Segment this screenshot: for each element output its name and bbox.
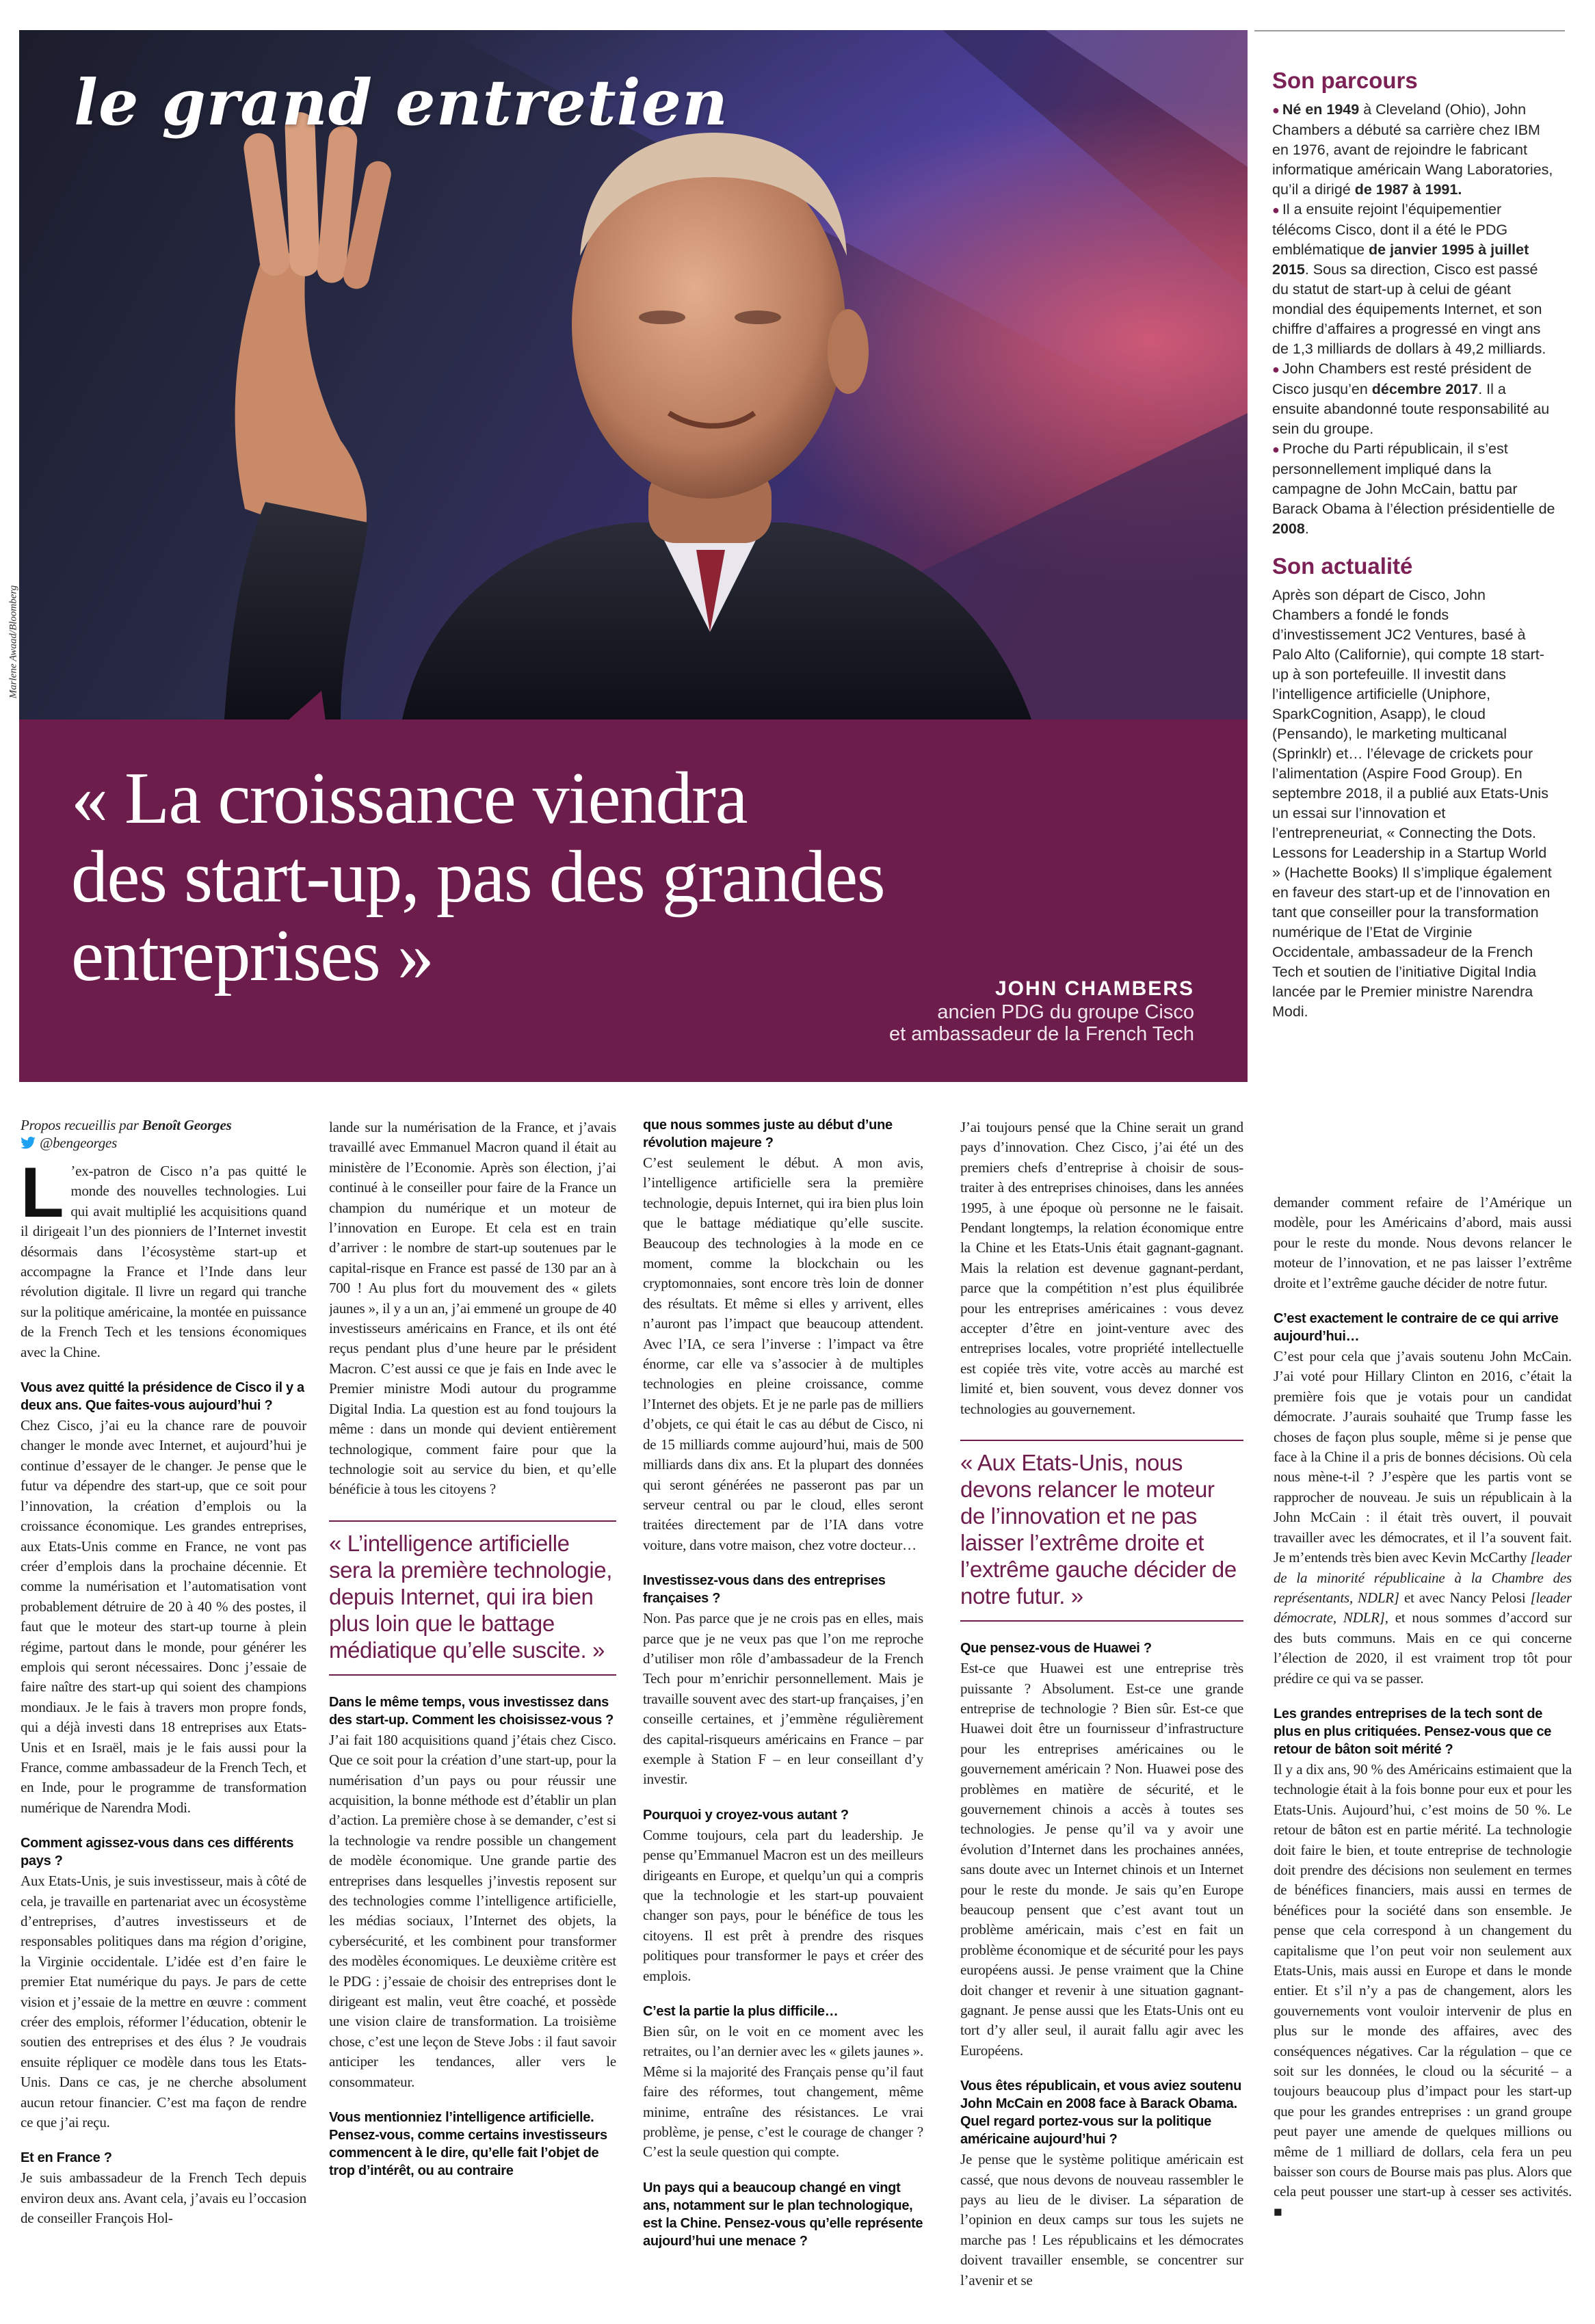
interview-question: C’est exactement le contraire de ce qui arrive aujourd’hui… [1274, 1311, 1559, 1345]
interview-question: Vous avez quitté la présidence de Cisco il y a deux ans. Que faites-vous aujourd’hui ? [21, 1380, 304, 1414]
interview-answer: C’est pour cela que j’avais soutenu John McCain. J’ai voté pour Hillary Clinton en 2016, c’était la première fois que je votais pour un candidat démocrate. J’aurais souhaité que Trump fasse les choses de façon plus souple, même si je pense que face à la Chine il a pris de bonnes décisions. Où cela nous mène-t-il ? J’espère que les partis vont se rapprocher de nouveau. Je suis un républicain à la John McCain : il était très ouvert, il pouvait travailler avec les démocrates, et il l’a souvent fait. Je m’entends très bien avec Kevin McCarthy [leader de la minorité républicaine à la Chambre des représentants, NDLR] et avec Nancy Pelosi [leader démocrate, NDLR], et nous sommes d’accord sur des buts communs. Mais en ce qui concerne l’élection de 2020, il est vraiment trop tôt pour prédire ce qui va se passer. [1274, 1348, 1572, 1687]
bullet-dot-icon: ● [1272, 203, 1280, 217]
interview-question: Comment agissez-vous dans ces différents pays ? [21, 1836, 294, 1869]
twitter-handle-row[interactable] [21, 1134, 306, 1152]
interview-answer: Chez Cisco, j’ai eu la chance rare de pouvoir changer le monde avec Internet, et aujourd’hui je continue d’essayer de le changer. Je pense que le futur va dépendre des start-up, que ce soit pour l’innovation, la création d’emplois ou la croissance économique. Les grandes entreprises, aux Etats-Unis comme en France, ne vont pas créer d’emplois dans la prochaine décennie. Et comme la numérisation et l’automatisation vont probablement détruire de 20 à 40 % des postes, il faut que le moteur des start-up tourne à plein régime, partout dans le monde, pour générer les emplois qui seront nécessaires. Donc j’essaie de faire naître des start-up qui soient des champions mondiaux. Je le fais à travers mon propre fonds, qui a déjà investi dans 18 entreprises aux Etats-Unis et en Israël, mais je le fais aussi pour la France, comme ambassadeur de la French Tech, et en Inde, pour le programme de transformation numérique de Narendra Modi. [21, 1417, 306, 1816]
interview-answer: Bien sûr, on le voit en ce moment avec les retraites, ou l’an dernier avec les « gilets jaunes ». Même si la majorité des Français pense qu’il faut faire des réformes, tout changement, même minime, entraîne des résistances. Le vrai problème, je pense, c’est le courage de changer ? C’est la seule question qui compte. [643, 2023, 923, 2161]
interview-question: Que pensez-vous de Huawei ? [960, 1641, 1152, 1656]
interview-answer: Est-ce que Huawei est une entreprise très puissante ? Absolument. Est-ce une grande entreprise de technologie ? Bien sûr. Est-ce que Huawei doit être un fournisseur d’infrastructure pour les entreprises américaines ou le gouvernement américain ? Non. Huawei pose des problèmes en matière de sécurité, et le gouvernement chinois a accès à toutes ses technologies. Je pense qu’il va y avoir une évolution d’Internet dans les prochaines années, sans doute avec un Internet chinois et un Internet pour le reste du monde. Je sais qu’en Europe beaucoup pensent que c’est avant tout un problème américain, mais c’est en fait un problème économique et de sécurité pour les pays européens aussi. Je pense vraiment que la Chine doit changer et revenir à une situation gagnant-gagnant. Je pense aussi que les Etats-Unis ont eu tort d’y aller seul, il aurait fallu agir avec les Européens. [960, 1660, 1243, 2059]
speaker-role-line: et ambassadeur de la French Tech [888, 1023, 1194, 1045]
speaker-block [889, 977, 1194, 1045]
interview-question: Dans le même temps, vous investissez dans des start-up. Comment les choisissez-vous ? [329, 1694, 614, 1728]
interview-question: Pourquoi y croyez-vous autant ? [643, 1807, 849, 1823]
hero-photo [19, 30, 1248, 719]
sidebar-heading-parcours: Son parcours [1272, 68, 1418, 93]
interview-answer: J’ai toujours pensé que la Chine serait un grand pays d’innovation. Chez Cisco, j’ai été un des premiers chefs d’entreprise à choisir de sous-traiter à des entreprises chinoises, dans les années 1995, à une époque où personne ne le faisait. Pendant longtemps, la relation économique entre la Chine et les Etats-Unis était gagnant-gagnant. Mais la relation est devenue gagnant-perdant, parce que la compétition n’est plus équilibrée pour les entreprises américaines : vous devez accepter d’être en joint-venture avec des entreprises locales, votre propriété intellectuelle est copiée très vite, votre accès au marché est limité et, bien souvent, vous devez donner vos technologies au gouvernement. [960, 1119, 1243, 1417]
article-column-3 [643, 1116, 923, 2317]
photo-credit: Marlene Awaad/Bloomberg [8, 585, 19, 699]
headline-banner [19, 719, 1248, 1082]
bullet-dot-icon: ● [1272, 103, 1280, 117]
interview-question: Et en France ? [21, 2150, 112, 2166]
article-column-5 [1274, 1191, 1572, 2317]
interview-answer: J’ai fait 180 acquisitions quand j’étais chez Cisco. Que ce soit pour la création d’une start-up, pour la numérisation d’un pays ou pour réussir une acquisition, la bonne méthode est d’établir un plan d’action. La première chose à se demander, c’est si la technologie va rendre possible un changement de modèle économique. Une grande partie des entreprises dans lesquelles j’investis reposent sur des technologies comme l’intelligence artificielle, les médias sociaux, l’Internet des objets, la cybersécurité, et les combinent pour transformer des modèles économiques. Le deuxième critère est le PDG : j’essaie de choisir des entreprises dont le dirigeant est malin, veut être coaché, et possède une vision claire de transformation. La troisième chose, c’est une leçon de Steve Jobs : il faut savoir anticiper les tendances, aller vers le consommateur. [329, 1731, 616, 2090]
pull-quote: « L’intelligence artificielle sera la première technologie, depuis Internet, qui ira bien plus loin que le battage médiatique qu’elle suscite. » [329, 1520, 616, 1676]
interview-question: que nous sommes juste au début d’une révolution majeure ? [643, 1118, 893, 1150]
interview-question: Les grandes entreprises de la tech sont de plus en plus critiquées. Pensez-vous que ce retour de bâton soit mérité ? [1274, 1706, 1552, 1757]
rubric-title: le grand entretien [74, 66, 728, 140]
interview-question: Vous êtes républicain, et vous aviez soutenu John McCain en 2008 face à Barack Obama. Quel regard portez-vous sur la politique américaine aujourd’hui ? [960, 2078, 1241, 2148]
speech-notch [287, 691, 326, 721]
article-column-1 [21, 1116, 306, 2317]
headline-line: des start-up, pas des grandes [71, 836, 885, 918]
interview-answer: Je suis ambassadeur de la French Tech depuis environ deux ans. Avant cela, j’avais eu l’occasion de conseiller François Hol- [21, 2169, 306, 2227]
bio-bullet: ● Né en 1949 à Cleveland (Ohio), John Chambers a débuté sa carrière chez IBM en 1976, avant de rejoindre le fabricant informatique américain Wang Laboratories, qu’il a dirigé de 1987 à 1991. [1272, 101, 1553, 198]
headline-quote [71, 759, 1200, 995]
bullet-dot-icon: ● [1272, 443, 1280, 456]
top-rule [1254, 30, 1565, 31]
bullet-dot-icon: ● [1272, 362, 1280, 376]
headline-line: entreprises » [71, 915, 434, 996]
interview-answer: demander comment refaire de l’Amérique un modèle, pour les Américains d’abord, mais aussi pour le reste du monde. Nous devons relancer le moteur de l’innovation, et ne pas laisser l’extrême droite et l’extrême gauche décider de notre futur. [1274, 1194, 1572, 1291]
interview-question: Un pays qui a beaucoup changé en vingt ans, notamment sur le plan technologique, est la Chine. Pensez-vous qu’elle représente aujourd’hui une menace ? [643, 2180, 923, 2249]
speaker-name: JOHN CHAMBERS [994, 977, 1194, 1000]
interview-answer: Comme toujours, cela part du leadership. Je pense qu’Emmanuel Macron est un des meilleurs dirigeants en Europe, et quelqu’un qui a compris que la technologie et les start-up pouvaient changer son pays, pour le bénéfice de tous les citoyens. Il est prêt à prendre des risques politiques pour transformer le pays et créer des emplois. [643, 1826, 923, 1984]
twitter-handle: @bengeorges [40, 1135, 118, 1151]
bio-bullet: ● Proche du Parti républicain, il s’est personnellement impliqué dans la campagne de John McCain, battu par Barack Obama à l’élection présidentielle de 2008. [1272, 440, 1555, 537]
editor-note: [leader de la minorité républicaine à la Chambre des représentants, NDLR] [1274, 1549, 1572, 1606]
interview-answer: Aux Etats-Unis, je suis investisseur, mais à côté de cela, je travaille en partenariat avec un écosystème d’entreprises, d’autres investisseurs et de responsables politiques dans ma région d’origine, la Virginie occidentale. L’idée est d’en faire le premier Etat numérique du pays. Je pars de cette vision et j’essaie de la mettre en œuvre : comment créer des emplois, réformer l’éducation, obtenir le soutien des entreprises et des élus ? Je voudrais ensuite répliquer ce modèle dans tous les Etats-Unis. Dans ce cas, je ne cherche absolument aucun retour financier. C’est ma façon de rendre ce que j’ai reçu. [21, 1873, 306, 2131]
intro-paragraph: L ’ex-patron de Cisco n’a pas quitté le monde des nouvelles technologies. Lui qui avait multiplié les acquisitions quand il dirigeait l’un des pionniers de l’Internet investit désormais dans l’écosystème start-up et accompagne la France et l’Inde dans leur révolution digitale. Il livre un regard qui tranche sur la politique américaine, la montée en puissance de la French Tech et les tensions économiques avec la Chine. [21, 1153, 306, 1360]
interview-answer: Je pense que le système politique américain est cassé, que nous devons de nouveau rassembler le pays au lieu de le diviser. La séparation de l’opinion en deux camps sur tous les sujets ne marche pas ! Les républicains et les démocrates doivent travailler ensemble, se concentrer sur l’avenir et se [960, 2151, 1243, 2288]
pull-quote: « Aux Etats-Unis, nous devons relancer le moteur de l’innovation et ne pas laisser l’extrême droite et l’extrême gauche décider de notre futur. » [960, 1440, 1243, 1622]
interview-question: Investissez-vous dans des entreprises françaises ? [643, 1573, 886, 1607]
drop-cap: L [21, 1153, 64, 1232]
interview-answer: Non. Pas parce que je ne crois pas en elles, mais parce que je ne veux pas que l’on me reproche d’utiliser mon rôle d’ambassadeur de la French Tech pour m’enrichir personnellement. Mais je travaille souvent avec des start-up françaises, j’en conseille certaines, et j’emmène régulièrement des capital-risqueurs américains en France – par exemple à Station F – en leur conseillant d’y investir. [643, 1610, 923, 1788]
article-column-4 [960, 1116, 1243, 2317]
bio-bullet: ● Il a ensuite rejoint l’équipementier télécoms Cisco, dont il a été le PDG emblématique de janvier 1995 à juillet 2015. Sous sa direction, Cisco est passé du statut de start-up à celui de géant mondial des équipements Internet, et son chiffre d’affaires a progressé en vingt ans de 1,3 milliards de dollars à 49,2 milliards. [1272, 201, 1546, 357]
speaker-role-line: ancien PDG du groupe Cisco [937, 1001, 1194, 1023]
bio-bullet: ● John Chambers est resté président de Cisco jusqu’en décembre 2017. Il a ensuite abandonné toute responsabilité au sein du groupe. [1272, 360, 1550, 437]
headline-line: « La croissance viendra [71, 758, 748, 839]
speaker-role [889, 1001, 1194, 1045]
bio-sidebar [1272, 67, 1555, 1134]
interview-question: C’est la partie la plus difficile… [643, 2004, 839, 2020]
interview-answer: C’est seulement le début. A mon avis, l’intelligence artificielle sera la première technologie, depuis Internet, qui ira bien plus loin que le battage médiatique qu’elle suscite. Beaucoup des technologies à la mode en ce moment, comme la blockchain ou les cryptomonnaies, sont encore très loin de donner des résultats. Et même si elles y arrivent, elles n’auront pas l’impact que beaucoup attendent. Avec l’IA, ce sera l’inverse : l’impact va être énorme, car elle va s’associer à de multiples technologies en pleine croissance, comme l’Internet des objets. Et je ne parle pas de milliers d’objets, ce qui était le cas au début de Cisco, ni de 15 milliards comme aujourd’hui, mais de 500 milliards dans dix ans. Et la plupart des données qui seront générées ne passeront pas par un serveur central ou par le cloud, elles seront traitées directement par de l’IA dans votre voiture, dans votre maison, chez votre docteur… [643, 1154, 923, 1553]
actualite-text: Après son départ de Cisco, John Chambers a fondé le fonds d’investissement JC2 Ventures, basé à Palo Alto (Californie), qui compte 18 start-up à son portefeuille. Il investit dans l’intelligence artificielle (Uniphore, SparkCognition, Asapp), le cloud (Pensando), le marketing multicanal (Sprinklr) et… l’élevage de crickets pour l’alimentation (Aspire Food Group). En septembre 2018, il a publié aux Etats-Unis un essai sur l’innovation et l’entrepreneuriat, « Connecting the Dots. Lessons for Leadership in a Startup World » (Hachette Books) Il s’implique également en faveur des start-up et de l’innovation en tant que conseiller pour la transformation numérique de l’Etat de Virginie Occidentale, ambassadeur de la French Tech et soutien de l’initiative Digital India lancée par le Premier ministre Narendra Modi. [1272, 587, 1552, 1020]
editor-note: [leader démocrate, NDLR] [1274, 1589, 1572, 1626]
author-name: Benoît Georges [142, 1117, 232, 1133]
interview-question: Vous mentionniez l’intelligence artificielle. Pensez-vous, comme certains investisseurs commencent à le dire, qu’elle fait l’objet de trop d’intérêt, ou au contraire [329, 2110, 607, 2179]
sidebar-heading-actualite: Son actualité [1272, 553, 1413, 579]
byline: Propos recueillis par Benoît Georges [21, 1117, 232, 1133]
interview-answer: lande sur la numérisation de la France, et j’avais travaillé avec Emmanuel Macron quand il était au ministère de l’Economie. Après son élection, j’ai continué à le conseiller pour faire de la France un champion du numérique et un moteur de l’innovation en Europe. Et cela est en train d’arriver : le nombre de start-up soutenues par le capital-risque en France est passé de 130 par an à 700 ! Au plus fort du mouvement des « gilets jaunes », il y a un an, j’ai emmené un groupe de 40 investisseurs américains en France, et ils ont été reçus pendant plus d’une heure par le président Macron. C’est aussi ce que je fais en Inde avec le Premier ministre Modi autour du programme Digital India. La question est au fond toujours la même : dans un monde qui devient entièrement technologique, comment faire pour que la technologie soit au service du bien, et qu’elle bénéficie à tous les citoyens ? [329, 1119, 616, 1498]
interview-answer: Il y a dix ans, 90 % des Américains estimaient que la technologie était à la fois bonne pour eux et pour les Etats-Unis. Aujourd’hui, c’est moins de 50 %. Le retour de bâton est en partie mérité. La technologie doit faire le bien, et toute entreprise de technologie doit prendre des décisions non seulement en termes de bénéfices financiers, mais aussi en termes de bénéfices pour la société dans son ensemble. Je pense que cela correspond à un changement du capitalisme que l’on peut voir non seulement aux Etats-Unis, mais aussi en Europe et dans le monde entier. Et s’il n’y a pas de changement, alors les gouvernements vont vouloir intervenir de plus en plus sur le monde des affaires, avec des conséquences négatives. Car la régulation – que ce soit sur les données, le cloud ou la sécurité – a toujours beaucoup plus d’impact pour les start-up que pour les grandes entreprises : un grand groupe peut payer une amende de quelques millions ou même de 1 milliard de dollars, cela fera un peu baisser son cours de Bourse mais pas plus. Alors que cela peut pousser une start-up à cesser ses activités. ■ [1274, 1760, 1572, 2220]
article-column-2 [329, 1116, 616, 2317]
twitter-icon [21, 1137, 36, 1149]
